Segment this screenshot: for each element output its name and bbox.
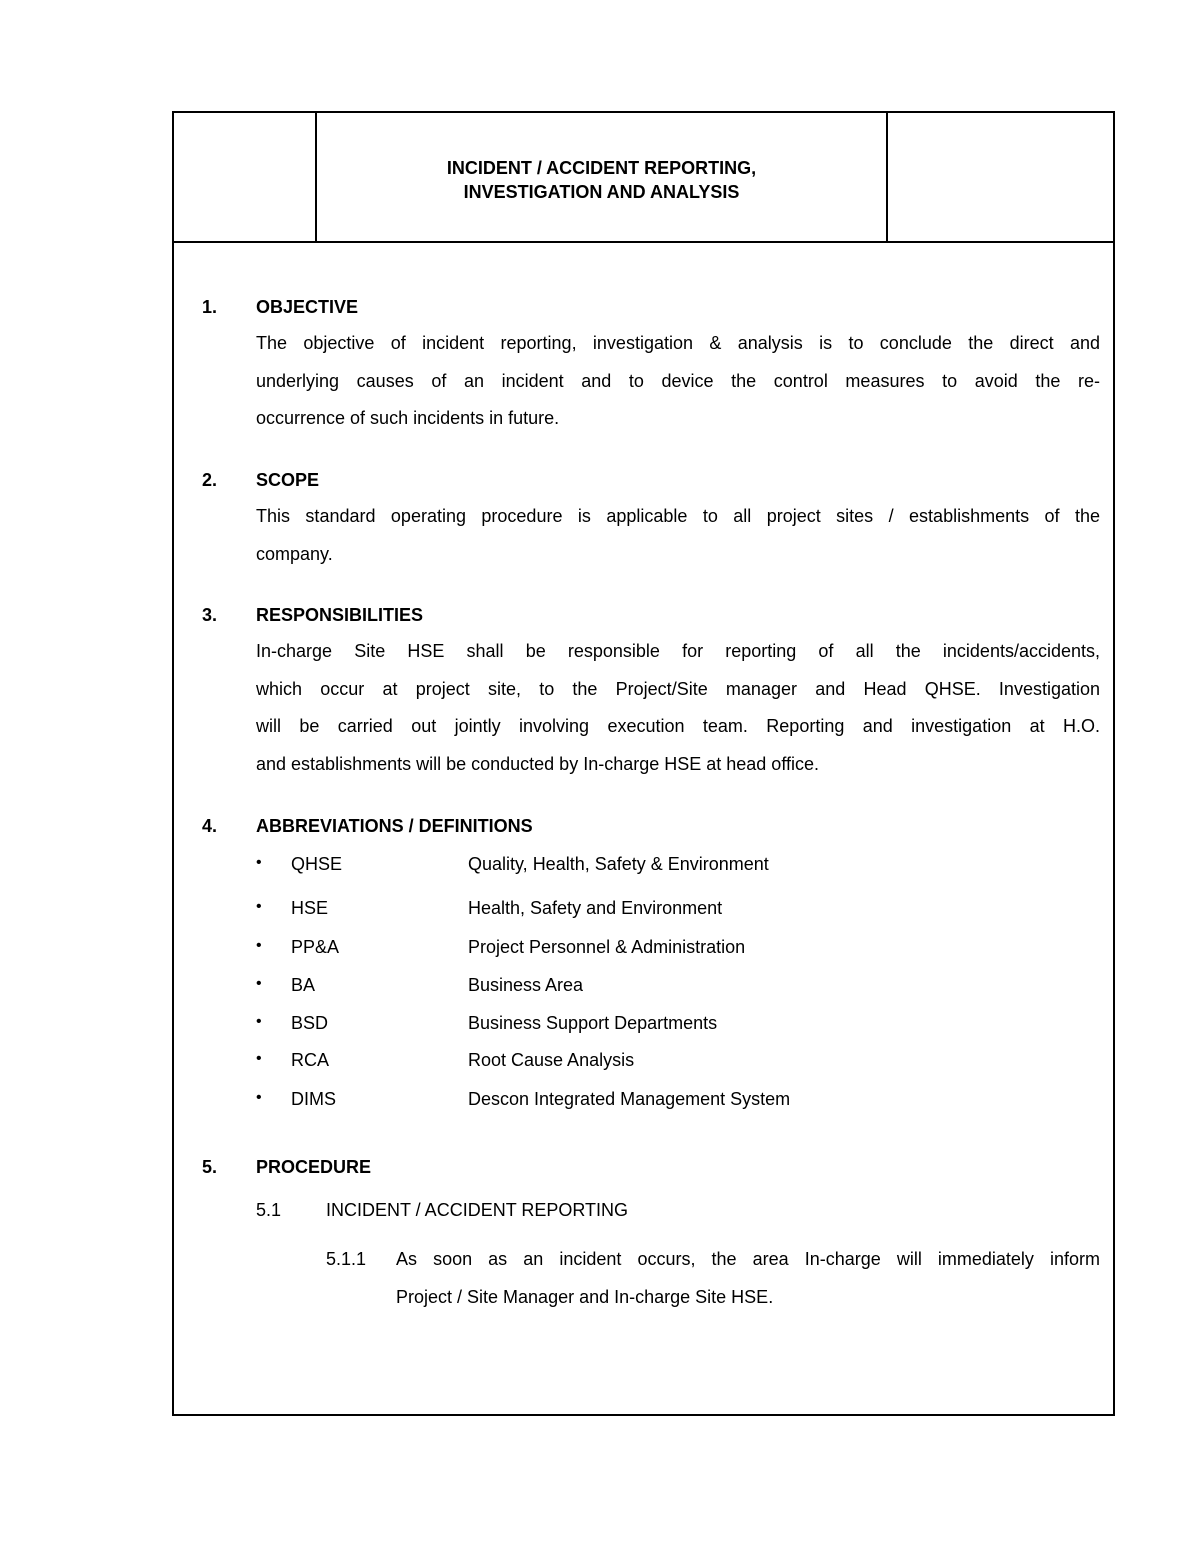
abbreviation-code: QHSE [291,854,343,874]
abbreviation-definition: Business Area [468,975,584,995]
paragraph-line: In-charge Site HSE shall be responsible for reporting of all the incidents/accidents, [256,641,1100,661]
abbreviation-item [256,937,1100,961]
section-number: 5. [202,1157,218,1177]
abbreviation-definition: Business Support Departments [468,1013,718,1033]
paragraph-line: occurrence of such incidents in future. [256,408,560,428]
subsubsection-paragraph [396,1241,1100,1316]
abbreviation-code: HSE [291,898,329,918]
section-paragraph [256,498,1100,573]
bullet-icon: • [256,1050,262,1067]
header-logo-cell [174,113,317,241]
abbreviation-definition: Quality, Health, Safety & Environment [468,854,769,874]
section-title: PROCEDURE [256,1157,372,1177]
header-title-cell [317,113,886,241]
header-info-cell [886,113,1113,241]
abbreviation-definition: Root Cause Analysis [468,1050,635,1070]
abbreviation-code: PP&A [291,937,340,957]
section-paragraph [256,325,1100,438]
abbreviation-item [256,1050,1100,1074]
paragraph-line: will be carried out jointly involving execution team. Reporting and investigation at H.O. [256,716,1100,736]
subsection-title: INCIDENT / ACCIDENT REPORTING [326,1200,629,1220]
section-paragraph [256,633,1100,783]
abbreviation-definition: Health, Safety and Environment [468,898,723,918]
paragraph-line: Project / Site Manager and In-charge Site HSE. [396,1286,774,1307]
document-header-table [172,111,1115,243]
section-number: 2. [202,470,218,490]
section-number: 4. [202,816,218,836]
bullet-icon: • [256,1013,262,1030]
abbreviation-item [256,1013,1100,1037]
paragraph-line: As soon as an incident occurs, the area In-charge will immediately inform [396,1249,1100,1269]
abbreviation-code: RCA [291,1050,330,1070]
paragraph-line: company. [256,543,333,564]
abbreviation-code: BA [291,975,316,995]
abbreviation-code: BSD [291,1013,329,1033]
subsubsection-number: 5.1.1 [326,1249,367,1269]
abbreviation-item [256,1089,1100,1113]
subsection-number: 5.1 [256,1200,282,1220]
paragraph-line: and establishments will be conducted by In-charge HSE at head office. [256,753,820,774]
document-title-line1: INCIDENT / ACCIDENT REPORTING, [446,158,757,178]
paragraph-line: which occur at project site, to the Project/Site manager and Head QHSE. Investigation [256,678,1100,699]
paragraph-line: underlying causes of an incident and to device the control measures to avoid the re- [256,370,1100,391]
section-title: OBJECTIVE [256,297,359,317]
bullet-icon: • [256,854,262,871]
bullet-icon: • [256,1089,262,1106]
section-number: 1. [202,297,218,317]
abbreviation-code: DIMS [291,1089,336,1109]
paragraph-line: This standard operating procedure is applicable to all project sites / establishments of the [256,506,1100,526]
section-title: RESPONSIBILITIES [256,605,424,625]
document-title-line2: INVESTIGATION AND ANALYSIS [463,182,740,202]
bullet-icon: • [256,898,262,915]
section-title: ABBREVIATIONS / DEFINITIONS [256,816,533,836]
section-title: SCOPE [256,470,320,490]
document-body [172,241,1115,1416]
abbreviation-item [256,854,1100,878]
section-number: 3. [202,605,218,625]
abbreviation-definition: Project Personnel & Administration [468,937,746,957]
abbreviation-item [256,898,1100,922]
paragraph-line: The objective of incident reporting, investigation & analysis is to conclude the direct and [256,333,1100,353]
bullet-icon: • [256,975,262,992]
abbreviation-definition: Descon Integrated Management System [468,1089,791,1109]
abbreviation-item [256,975,1100,999]
bullet-icon: • [256,937,262,954]
